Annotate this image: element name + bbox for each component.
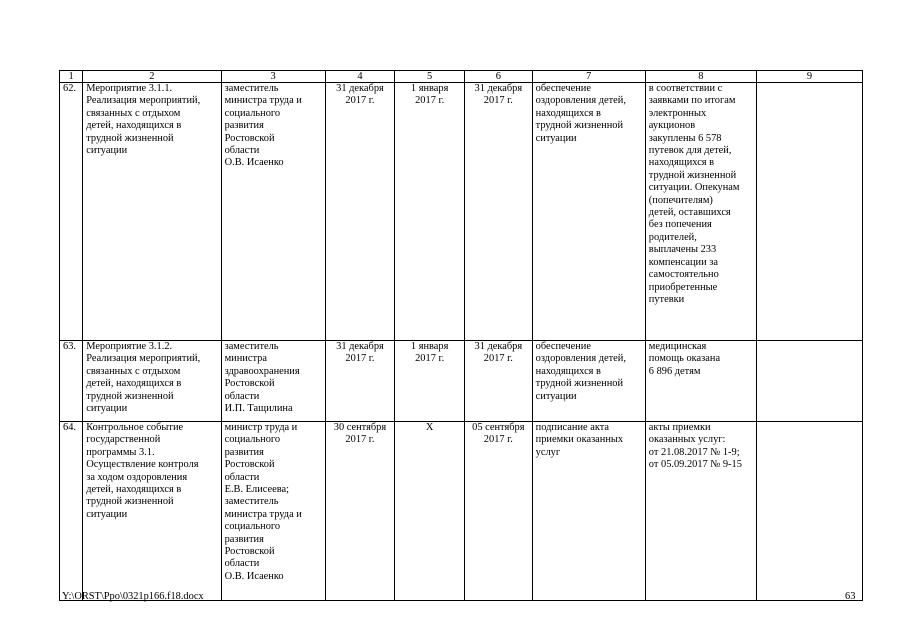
event-name: Мероприятие 3.1.1. Реализация мероприятий, связанных с отдыхом детей, находящихся в трудной жизненной ситуации <box>83 83 221 341</box>
fact-start-date: X <box>395 422 465 601</box>
table-row <box>60 422 863 601</box>
row-number: 63. <box>60 341 83 422</box>
fact-end-date: 31 декабря 2017 г. <box>465 341 533 422</box>
fact-end-date: 05 сентября 2017 г. <box>465 422 533 601</box>
table-row <box>60 83 863 341</box>
responsible-person: министр труда и социального развития Ростовской области Е.В. Елисеева; заместитель министра труда и социального развития Ростовской области О.В. Исаенко <box>221 422 325 601</box>
fact-start-date: 1 января 2017 г. <box>395 341 465 422</box>
actual-result: медицинская помощь оказана 6 896 детям <box>645 341 756 422</box>
expected-result: обеспечение оздоровления детей, находящихся в трудной жизненной ситуации <box>532 341 645 422</box>
column-number: 9 <box>756 71 862 83</box>
expected-result: подписание акта приемки оказанных услуг <box>532 422 645 601</box>
plan-date: 31 декабря 2017 г. <box>325 341 395 422</box>
actual-result: в соответствии с заявками по итогам электронных аукционов закуплены 6 578 путевок для детей, находящихся в трудной жизненной ситуации. Опекунам (попечителям) детей, оставшихся без попечения родителей, выплачены 233 компенсации за самостоятельно приобретенные путевки <box>645 83 756 341</box>
column-number: 3 <box>221 71 325 83</box>
actual-result: акты приемки оказанных услуг: от 21.08.2017 № 1-9; от 05.09.2017 № 9-15 <box>645 422 756 601</box>
notes <box>756 83 862 341</box>
responsible-person: заместитель министра здравоохранения Ростовской области И.П. Тащилина <box>221 341 325 422</box>
row-number: 64. <box>60 422 83 601</box>
column-number: 6 <box>465 71 533 83</box>
column-number: 7 <box>532 71 645 83</box>
table-row <box>60 341 863 422</box>
fact-end-date: 31 декабря 2017 г. <box>465 83 533 341</box>
event-name: Контрольное событие государственной программы 3.1. Осуществление контроля за ходом оздоровления детей, находящихся в трудной жизненной ситуации <box>83 422 221 601</box>
event-name: Мероприятие 3.1.2. Реализация мероприятий, связанных с отдыхом детей, находящихся в трудной жизненной ситуации <box>83 341 221 422</box>
column-number: 8 <box>645 71 756 83</box>
column-number: 2 <box>83 71 221 83</box>
expected-result: обеспечение оздоровления детей, находящихся в трудной жизненной ситуации <box>532 83 645 341</box>
footer-file-path: Y:\ORST\Ppo\0321p166.f18.docx <box>62 591 204 602</box>
column-number: 1 <box>60 71 83 83</box>
plan-date: 31 декабря 2017 г. <box>325 83 395 341</box>
responsible-person: заместитель министра труда и социального развития Ростовской области О.В. Исаенко <box>221 83 325 341</box>
column-number: 5 <box>395 71 465 83</box>
report-table <box>59 70 863 601</box>
plan-date: 30 сентября 2017 г. <box>325 422 395 601</box>
fact-start-date: 1 января 2017 г. <box>395 83 465 341</box>
column-number: 4 <box>325 71 395 83</box>
page-number: 63 <box>845 591 856 602</box>
row-number: 62. <box>60 83 83 341</box>
notes <box>756 422 862 601</box>
notes <box>756 341 862 422</box>
column-number-row <box>60 71 863 83</box>
